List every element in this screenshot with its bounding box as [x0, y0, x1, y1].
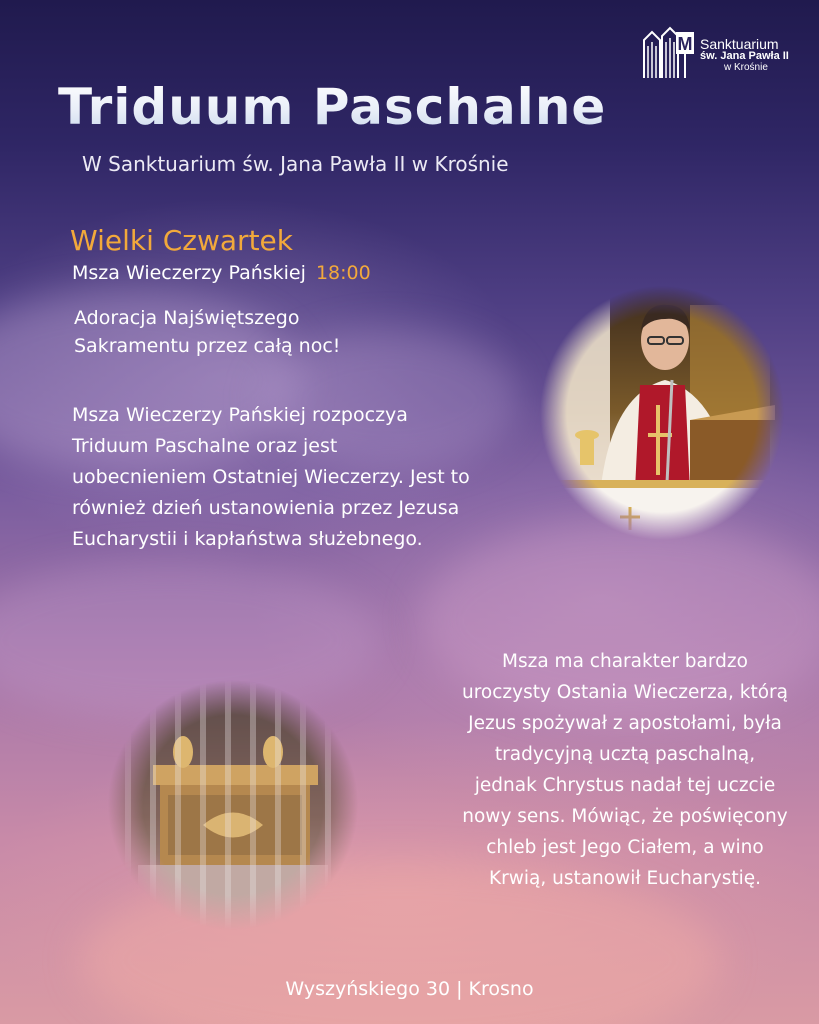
sanctuary-logo [640, 26, 800, 82]
page-title: Triduum Paschalne [58, 78, 607, 136]
address-footer: Wyszyńskiego 30 | Krosno [285, 978, 534, 1000]
logo-line-1: Sanktuarium [700, 36, 779, 52]
description-paragraph-2: Msza ma charakter bardzo uroczysty Ostania Wieczerza, którą Jezus spożywał z apostołami, była tradycyjną ucztą paschalną, jednak Chrystus nadał tej uczcie nowy sens. Mówiąc, że poświęcony chleb jest Jego Ciałem, a wino Krwią, ustanowił Eucharystię. [462, 651, 788, 889]
tabernacle-photo [108, 680, 358, 930]
logo-line-2: św. Jana Pawła II [700, 50, 789, 62]
mass-name: Msza Wieczerzy Pańskiej [72, 262, 306, 284]
priest-photo [540, 285, 785, 540]
svg-text:M: M [677, 34, 693, 54]
event-day: Wielki Czwartek [70, 224, 293, 257]
logo-line-3: w Krośnie [724, 62, 768, 73]
mass-time: 18:00 [315, 262, 371, 284]
church-logo-icon [640, 26, 696, 80]
page-subtitle: W Sanktuarium św. Jana Pawła II w Krośnie [82, 152, 509, 176]
mass-line [72, 262, 371, 284]
adoration-text: Adoracja Najświętszego Sakramentu przez całą noc! [74, 307, 341, 357]
description-paragraph-1: Msza Wieczerzy Pańskiej rozpoczya Triduum Paschalne oraz jest uobecnieniem Ostatniej Wieczerzy. Jest to również dzień ustanowienia przez Jezusa Eucharystii i kapłaństwa służebnego. [72, 404, 470, 550]
